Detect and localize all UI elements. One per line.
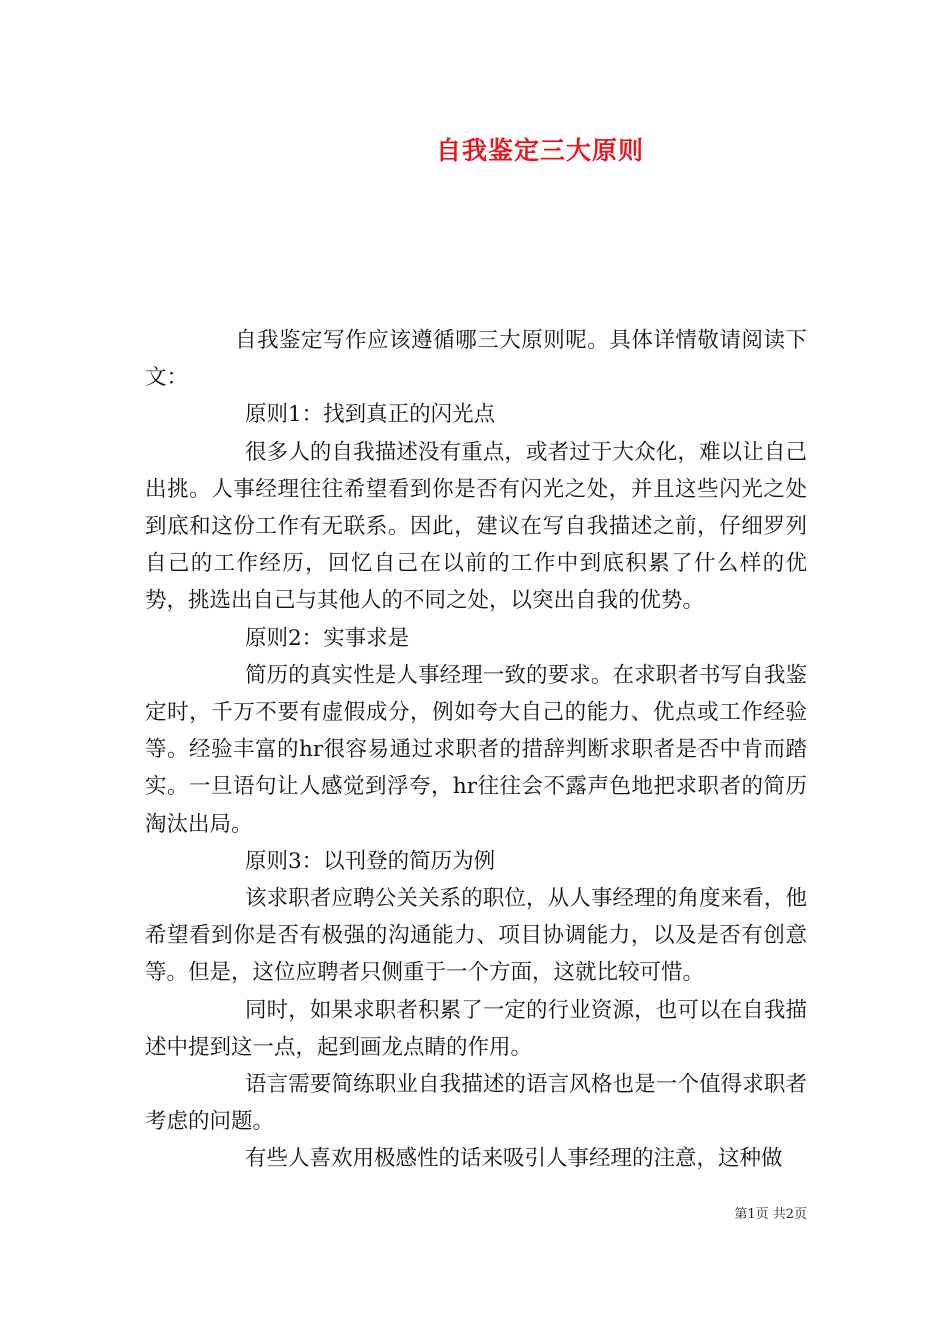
emotional-language-paragraph: 有些人喜欢用极感性的话来吸引人事经理的注意，这种做 bbox=[245, 1146, 783, 1172]
principle-1-heading: 原则1：找到真正的闪光点 bbox=[245, 402, 496, 428]
page-number-footer: 第1页 共2页 bbox=[734, 1207, 807, 1222]
principle-2-heading: 原则2：实事求是 bbox=[245, 625, 410, 651]
document-body bbox=[145, 322, 807, 1178]
principle-1-paragraph: 很多人的自我描述没有重点，或者过于大众化，难以让自己出挑。人事经理往往希望看到你是否有闪光之处，并且这些闪光之处到底和这份工作有无联系。因此，建议在写自我描述之前，仔细罗列自己的工作经历，回忆自己在以前的工作中到底积累了什么样的优势，挑选出自己与其他人的不同之处，以突出自我的优势。 bbox=[145, 439, 807, 614]
intro-paragraph: 自我鉴定写作应该遵循哪三大原则呢。具体详情敬请阅读下文： bbox=[145, 328, 807, 391]
principle-2-paragraph: 简历的真实性是人事经理一致的要求。在求职者书写自我鉴定时，千万不要有虚假成分，例如夸大自己的能力、优点或工作经验等。经验丰富的hr很容易通过求职者的措辞判断求职者是否中肯而踏实。一旦语句让人感觉到浮夸，hr往往会不露声色地把求职者的简历淘汰出局。 bbox=[145, 662, 807, 837]
industry-resources-paragraph: 同时，如果求职者积累了一定的行业资源，也可以在自我描述中提到这一点，起到画龙点睛的作用。 bbox=[145, 997, 807, 1060]
principle-3-paragraph: 该求职者应聘公关关系的职位，从人事经理的角度来看，他希望看到你是否有极强的沟通能力、项目协调能力，以及是否有创意等。但是，这位应聘者只侧重于一个方面，这就比较可惜。 bbox=[145, 886, 807, 986]
language-style-paragraph: 语言需要简练职业自我描述的语言风格也是一个值得求职者考虑的问题。 bbox=[145, 1072, 807, 1135]
principle-3-heading: 原则3：以刊登的简历为例 bbox=[245, 848, 496, 874]
document-title: 自我鉴定三大原则 bbox=[435, 136, 644, 165]
